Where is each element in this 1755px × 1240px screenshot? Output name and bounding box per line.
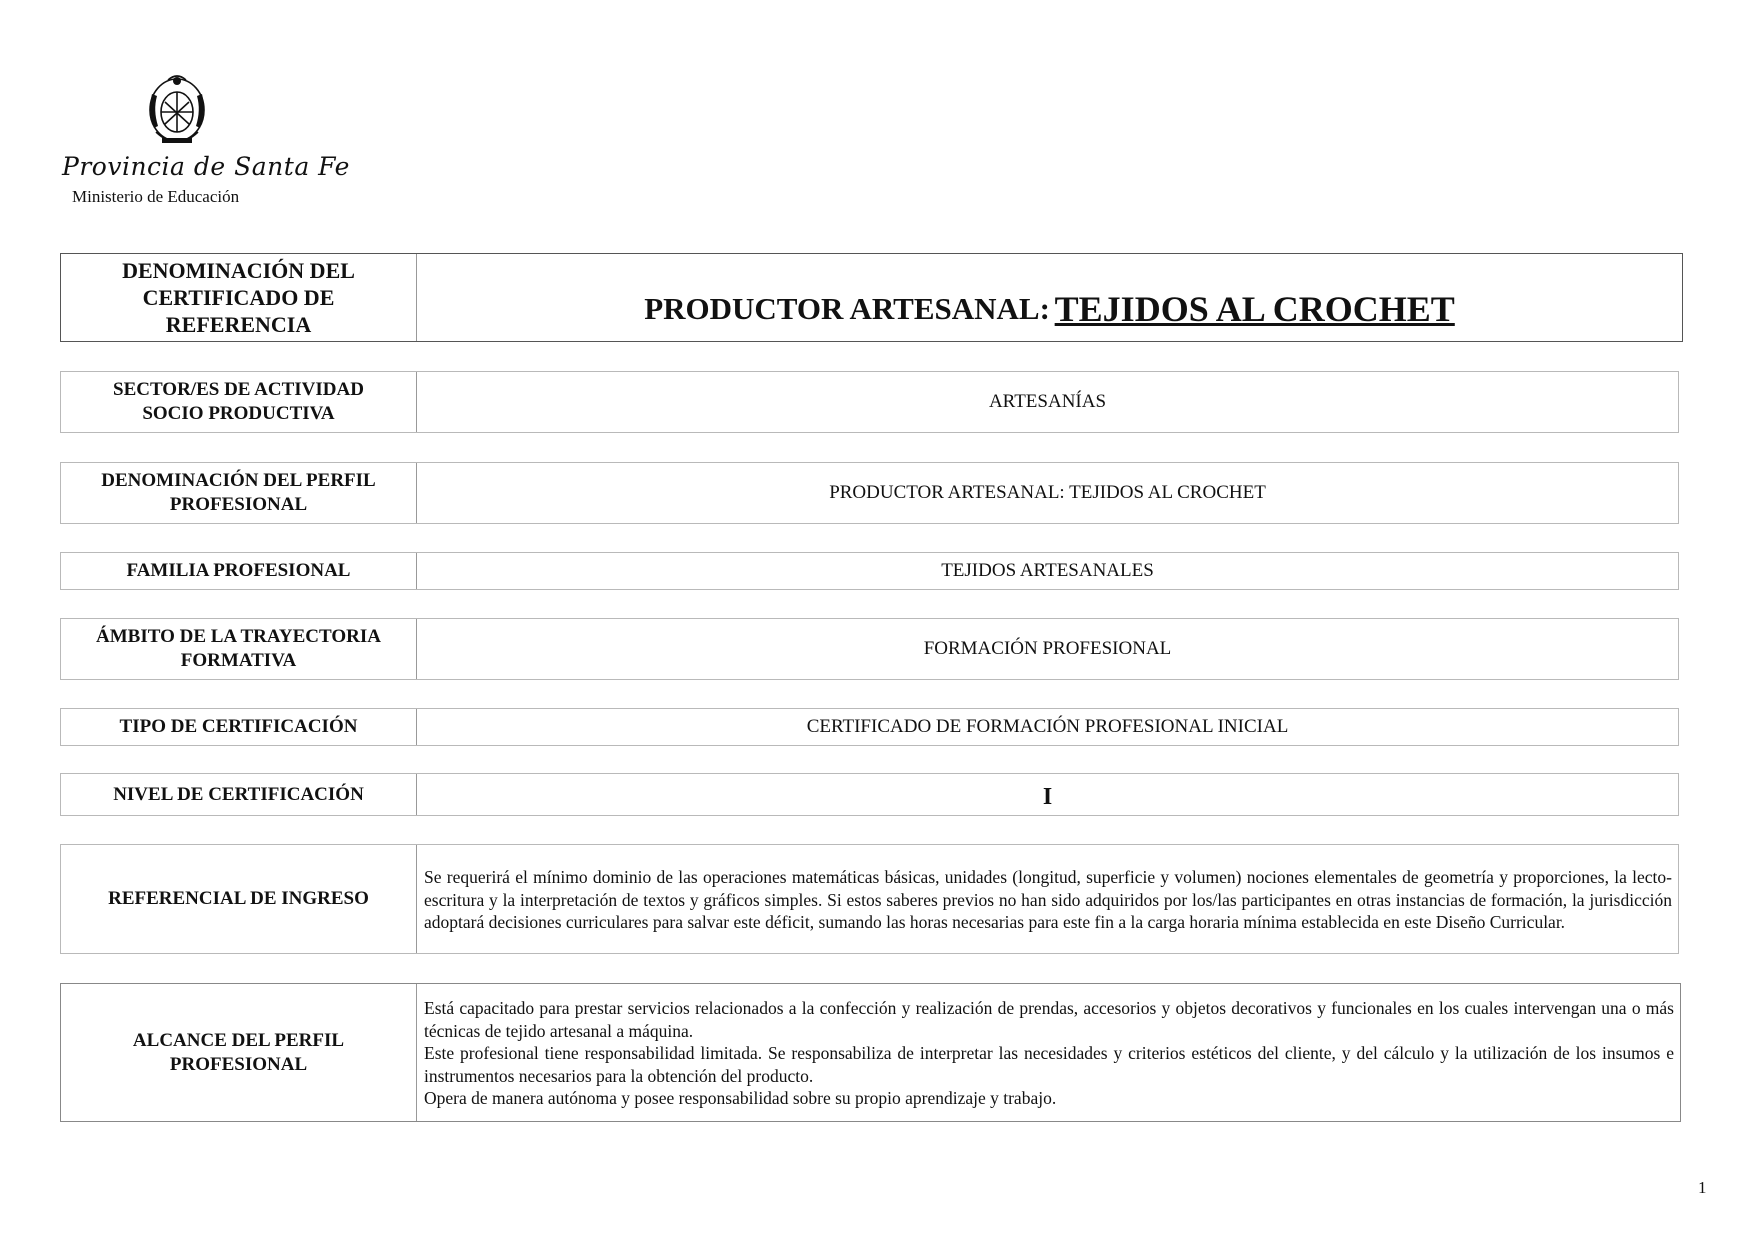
row-perfil <box>60 462 1679 524</box>
alcance-text <box>417 984 1680 1121</box>
row-label: NIVEL DE CERTIFICACIÓN <box>61 774 417 815</box>
row-tipo <box>60 708 1679 746</box>
title-row <box>60 253 1683 342</box>
row-label: FAMILIA PROFESIONAL <box>61 553 417 589</box>
row-sector <box>60 371 1679 433</box>
row-ingreso <box>60 844 1679 954</box>
row-label: ÁMBITO DE LA TRAYECTORIA FORMATIVA <box>61 619 417 679</box>
title-row-value <box>417 254 1682 341</box>
certificate-title-plain: PRODUCTOR ARTESANAL: <box>644 290 1050 326</box>
row-label: SECTOR/ES DE ACTIVIDAD SOCIO PRODUCTIVA <box>61 372 417 432</box>
row-value: TEJIDOS ARTESANALES <box>941 560 1154 581</box>
alcance-paragraph: Este profesional tiene responsabilidad limitada. Se responsabiliza de interpretar las necesidades y criterios estéticos del cliente, y del cálculo y la utilización de los insumos e instrumentos necesarios para la obtención del producto. <box>424 1043 1674 1086</box>
row-value: FORMACIÓN PROFESIONAL <box>923 638 1172 659</box>
province-name: Provincia de Santa Fe <box>62 152 350 181</box>
row-label: DENOMINACIÓN DEL PERFIL PROFESIONAL <box>61 463 417 523</box>
row-familia <box>60 552 1679 590</box>
row-alcance <box>60 983 1681 1122</box>
row-value: CERTIFICADO DE FORMACIÓN PROFESIONAL INICIAL <box>806 716 1289 737</box>
row-ambito <box>60 618 1679 680</box>
title-row-label: DENOMINACIÓN DEL CERTIFICADO DE REFERENCIA <box>61 254 417 341</box>
row-label: TIPO DE CERTIFICACIÓN <box>61 709 417 745</box>
row-nivel <box>60 773 1679 816</box>
coat-of-arms-icon <box>146 72 208 150</box>
row-value: PRODUCTOR ARTESANAL: TEJIDOS AL CROCHET <box>829 482 1266 503</box>
alcance-paragraph: Está capacitado para prestar servicios relacionados a la confección y realización de prendas, accesorios y objetos decorativos y funcionales en los cuales intervengan una o más técnicas de tejido artesanal a máquina. <box>424 998 1674 1041</box>
row-value: I <box>1042 784 1053 810</box>
row-label: REFERENCIAL DE INGRESO <box>61 845 417 953</box>
ministry-name: Ministerio de Educación <box>72 187 240 206</box>
row-label: ALCANCE DEL PERFIL PROFESIONAL <box>61 984 417 1121</box>
alcance-paragraph: Opera de manera autónoma y posee responsabilidad sobre su propio aprendizaje y trabajo. <box>424 1088 1057 1109</box>
certificate-title-emphasis: TEJIDOS AL CROCHET <box>1054 288 1455 329</box>
row-value: ARTESANÍAS <box>988 391 1107 412</box>
ingreso-text: Se requerirá el mínimo dominio de las operaciones matemáticas básicas, unidades (longitud, superficie y volumen) nociones elementales de geometría y proporciones, la lecto-escritura y la interpretación de textos y gráficos simples. Si estos saberes previos no han sido adquiridos por los/las participantes en otras instancias de formación, la jurisdicción adoptará decisiones curriculares para salvar este déficit, sumando las horas necesarias para este fin a la carga horaria mínima establecida en este Diseño Curricular. <box>424 867 1672 933</box>
page-number: 1 <box>1698 1178 1707 1197</box>
